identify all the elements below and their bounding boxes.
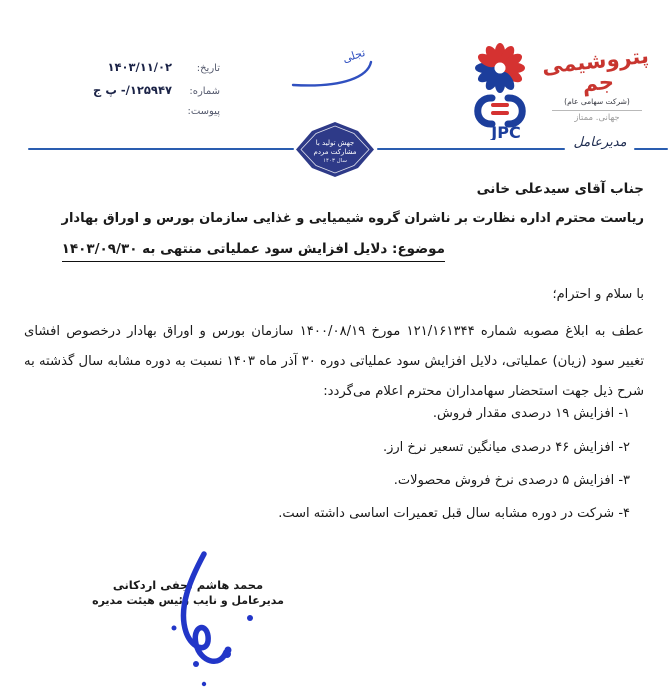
handwritten-mark-icon <box>283 46 378 108</box>
stamp-slogan: جهش تولید با مشارکت مردم <box>313 139 357 156</box>
header-meta <box>52 60 220 126</box>
stamp-text <box>296 122 374 177</box>
list-item-2: ۲- افزایش ۴۶ درصدی میانگین تسعیر نرخ ارز. <box>382 440 630 455</box>
body-paragraph: عطف به ابلاغ مصوبه شماره ۱۲۱/۱۶۱۳۴۴ مورخ ۱۴۰۰/۰۸/۱۹ سازمان بورس و اوراق بهادار درخصوص افشای تغییر سود (زیان) عملیاتی، دلایل افزایش سود عملیاتی دوره ۳۰ آذر ماه ۱۴۰۳ نسبت به دوره مشابه سال گذشته به شرح ذیل جهت استحضار سهامداران محترم اعلام می‌گردد: <box>24 324 645 399</box>
attachment-row <box>52 106 220 117</box>
brand-tagline: جهانی. ممتاز <box>552 110 642 123</box>
stamp-year: سال ۱۴۰۳ <box>323 157 347 164</box>
divider-line-right <box>634 148 668 150</box>
signature-scribble-icon <box>138 546 298 694</box>
salutation: با سلام و احترام؛ <box>552 287 644 302</box>
recipient-name: جناب آقای سیدعلی خانی <box>476 181 644 197</box>
slogan-stamp <box>296 122 374 177</box>
attachment-label: پیوست: <box>187 106 220 117</box>
list-item-4: ۴- شرکت در دوره مشابه سال قبل تعمیرات اساسی داشته است. <box>278 506 630 521</box>
brand-column <box>540 43 650 124</box>
brand-name-calligraphy: پتروشیمی جم <box>540 43 650 97</box>
list-item-3: ۳- افزایش ۵ درصدی نرخ فروش محصولات. <box>393 473 630 488</box>
jpc-logo-icon <box>450 40 550 140</box>
subject-line: موضوع: دلایل افزایش سود عملیاتی منتهی به ۱۴۰۳/۰۹/۳۰ <box>62 241 445 262</box>
signer-title: مدیرعامل و نایب رئیس هیئت مدیره <box>92 594 284 607</box>
date-label: تاریخ: <box>196 63 220 74</box>
ceo-caption: مدیرعامل <box>573 135 627 150</box>
number-label: شماره: <box>189 86 220 97</box>
divider-line-left <box>28 148 294 150</box>
signer-name: محمد هاشم نجفی اردکانی <box>112 578 264 592</box>
company-type-label: (شرکت سهامی عام) <box>564 97 630 107</box>
number-row <box>52 83 220 97</box>
handwritten-mark-text: تجلی <box>340 46 367 66</box>
recipient-title: ریاست محترم اداره نظارت بر ناشران گروه شیمیایی و غذایی سازمان بورس و اوراق بهادار <box>61 211 644 226</box>
flower-icon <box>475 43 525 93</box>
divider-line-middle <box>377 148 565 150</box>
jpc-abbr-text: JPC <box>491 123 521 140</box>
jpc-brackets-icon <box>478 98 523 124</box>
date-row <box>52 60 220 74</box>
number-value: ۱۲۵۹۴۷/- پ ج <box>93 83 172 97</box>
date-value: ۱۴۰۳/۱۱/۰۲ <box>107 60 172 74</box>
list-item-1: ۱- افزایش ۱۹ درصدی مقدار فروش. <box>432 406 630 421</box>
